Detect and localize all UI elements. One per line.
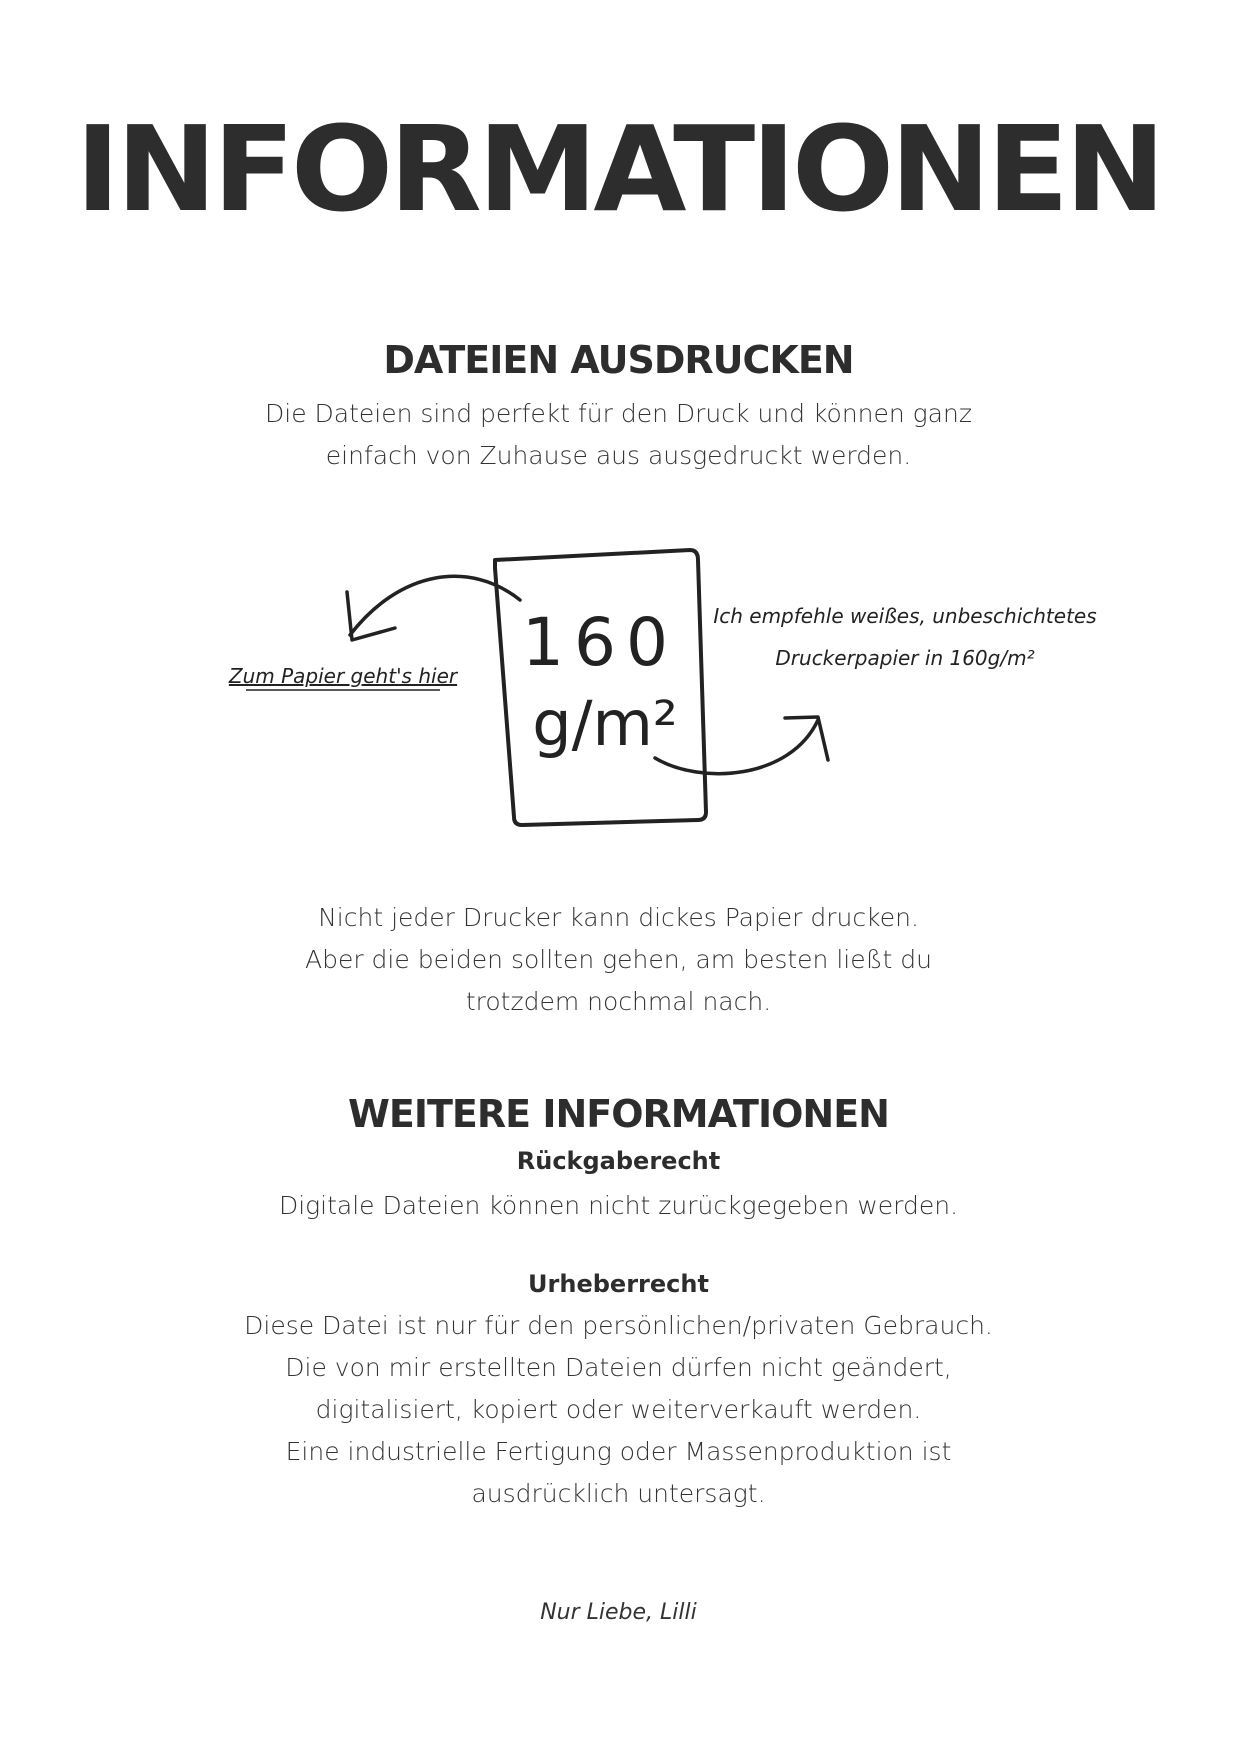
right-arrow-curve [655, 720, 818, 774]
printer-note-line: Aber die beiden sollten gehen, am besten ließt du [304, 945, 932, 974]
paper-sheet-outline [495, 550, 706, 825]
printer-note-line: Nicht jeder Drucker kann dickes Papier drucken. [318, 903, 919, 932]
more-section-heading: WEITERE INFORMATIONEN [347, 1092, 889, 1136]
return-policy-title: Rückgaberecht [516, 1147, 721, 1175]
left-arrow-curve [350, 576, 520, 635]
printer-note-line: trotzdem nochmal nach. [465, 987, 772, 1016]
copyright-text [0, 1305, 1237, 1515]
paper-recommendation-line1: Ich empfehle weißes, unbeschichtetes [713, 604, 1097, 628]
paper-link[interactable]: Zum Papier geht's hier [228, 664, 458, 688]
copyright-line: Diese Datei ist nur für den persönlichen/privaten Gebrauch. [244, 1311, 993, 1340]
print-intro [0, 393, 1237, 477]
copyright-line: Die von mir erstellten Dateien dürfen nicht geändert, [285, 1353, 952, 1382]
print-section-heading: DATEIEN AUSDRUCKEN [383, 338, 854, 382]
copyright-title: Urheberrecht [528, 1270, 709, 1298]
copyright-line: Eine industrielle Fertigung oder Massenproduktion ist [285, 1437, 952, 1466]
print-intro-line: einfach von Zuhause aus ausgedruckt werden. [325, 441, 912, 470]
copyright-line: digitalisiert, kopiert oder weiterverkauft werden. [315, 1395, 922, 1424]
paper-recommendation-line2: Druckerpapier in 160g/m² [775, 646, 1035, 670]
print-intro-line: Die Dateien sind perfekt für den Druck und können ganz [265, 399, 972, 428]
signature: Nur Liebe, Lilli [540, 1600, 697, 1625]
return-policy-text: Digitale Dateien können nicht zurückgegeben werden. [278, 1191, 959, 1220]
right-arrowhead [785, 717, 828, 760]
page-title: INFORMATIONEN [75, 100, 1162, 238]
paper-weight-unit: g/m² [532, 687, 678, 760]
copyright-line: ausdrücklich untersagt. [471, 1479, 766, 1508]
paper-weight-number: 160 [522, 604, 678, 681]
printer-note [0, 897, 1237, 1023]
left-arrowhead [347, 592, 395, 640]
